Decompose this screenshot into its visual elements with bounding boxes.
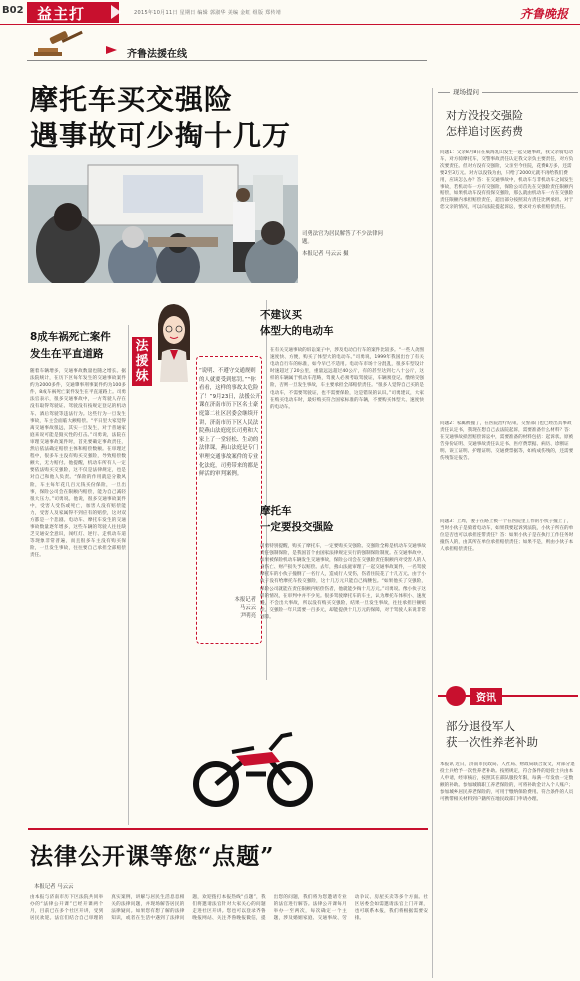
left-subhead2: 发生在平直道路 — [30, 348, 104, 360]
column-divider — [432, 88, 433, 978]
motorcycle-icon — [192, 722, 316, 814]
intro-text: “说明、不遵守交通规则的人就要受到惩罚。”“你看看，这样的事故太危险了！”9月23日，法援公开课在济南市历下区名士豪庭第二社区居委会继续开讲，济南市历下区人民法院燕山法庭庭长司勇和大家上了一堂轻松、生动的法律课，燕山法庭是专门审理交通事故案件的专业化法庭，司勇带来的都是鲜活的审判案例。 — [199, 368, 261, 478]
column-rule — [27, 60, 427, 61]
bottom-rule — [28, 828, 428, 830]
dateline: 2015年10月11日 星期日 编辑 郭淑华 美编 金虹 组版 郑传靖 — [134, 10, 282, 16]
photo-caption — [302, 230, 384, 258]
news-body: 本报讯 近日，济南市民政局、人社局、财政局联合发文，对部分退役士兵给予一次性养老补助。按照规定，符合条件的退役士兵由本人申请，经审核后，按照其在部队服役年限，每满一年发放一定数额的补助。参加城镇职工养老保险的，可将补助金计入个人账户；参加城乡居民养老保险的，可用于缴纳保险费用。符合条件的人员可携带相关材料到户籍所在地民政部门申请办理。 — [440, 762, 575, 802]
intro-credit2: 马云云 — [239, 605, 256, 611]
section-tab: 益主打 — [27, 2, 119, 23]
bottom-byline: 本报记者 马云云 — [34, 884, 74, 890]
newspaper-logo: 齐鲁晚报 — [520, 7, 569, 21]
q-title1: 对方没投交强险 — [446, 109, 523, 122]
intro-credit1: 本报记者 — [234, 597, 256, 603]
photo-credit: 本报记者 马云云 摄 — [302, 251, 349, 257]
info-dot-icon — [446, 686, 466, 706]
middle-subhead4: 一定要投交强险 — [260, 521, 334, 533]
headline-line2: 遇事故可少掏十几万 — [30, 119, 292, 152]
bottom-headline: 法律公开课等您“点题” — [30, 843, 275, 870]
right-section-label: 现场提问 — [450, 87, 482, 96]
left-subhead1: 8成车祸死亡案件 — [30, 331, 111, 343]
left-body: 随着车辆增多，交通事故数量也随之增长。据法院统计，在历下区每年发生的交通事故案件约为2000多件，交通肇事刑事案件约为100多件，8成车祸死亡案件发生在平直道路上。司勇法官表示，很多交通事故中，一方驾驶人存在没有取得驾驶证、驾驶没有按规定登记的机动车、酒后驾驶等违法行为。这些行为一旦发生事故，车主会面临大额赔偿。“平日里大家觉得离交通事故很远，其实一旦发生，对于普通家庭来说可能是毁灭性的打击。”司勇说，法院在审理交通事故案件时，首先要确定事故责任，然后依法确定赔偿主体和赔偿数额。在审理过程中，很多车主没有购买交强险，导致赔偿数额大，无力赔付。他提醒，机动车所有人一定要依法购买交强险，这不仅是法律规定，也是对自己和他人负责。“保险的作用就是分散风险，车主每年花几百元钱买份保险，一旦出事，保险公司会在限额内赔偿，能为自己减轻很大压力。”司勇说。他说，很多交通事故案件中，受害人受伤或死亡，加害人没有赔偿能力，受害人及家属得不到应有的赔偿，这对双方都是一个悲剧。电动车、摩托车发生的交通事故数量逐年增多，这些车辆的驾驶人往往缺乏交通安全意识，闯红灯、逆行、走机动车道等现象非常普遍，而且很多车主没有购买保险，一旦发生事故，往往要自己承担全部赔偿责任。 — [30, 369, 126, 559]
middle-subhead3: 摩托车 — [260, 505, 292, 517]
q2-body: 问题2：家属被撞了，在医院治疗结束，交警部门也已经出具事故责任认定书，我现在想自己去法院起诉，需要准备什么材料？答：在交通事故损害赔偿诉讼中，需要准备的材料包括：起诉状、原被告身份证明、交通事故责任认定书、医疗费票据、病历、诊断证明、误工证明、护理证明、交通费票据等，如构成伤残的，还需要伤残鉴定报告。 — [440, 421, 574, 461]
news-label: 资讯 — [470, 688, 502, 705]
photo-caption-text: 司勇法官为居民解答了不少法律问题。 — [302, 231, 383, 245]
middle-subhead1: 不建议买 — [260, 309, 302, 321]
column-badge: 法援妹 — [132, 337, 152, 386]
masthead-bar — [0, 0, 580, 24]
reporter-cartoon-icon — [150, 300, 196, 382]
intro-credit3: 尹明亮 — [239, 613, 256, 619]
top-rule — [0, 24, 580, 25]
middle-body1: 在有关交通事故的诉讼案子中，涉及电动自行车的案件比较多。“一些人贪图速度快、方便，购买了体型大的电动车。”司勇说，1999年我国出台了有关电动自行车的标准，如今早已不适用。电动车市场十分混乱，很多车型设计时速超过了20公里，重量远远超过40公斤，有的甚至达到七八十公斤，这样的车辆属于机动车范畴，驾驶人必须考取驾驶证，车辆须登记、缴纳交强险，否则一旦发生事故，车主要承担全部赔偿责任。“很多人觉得自己买的是电动车，不需要驾驶证，也不需要保险，这是错误的认识。”司勇建议，大家在购买电动车时，最好购买符合国家标准的车辆，不要购买体型大、速度快的电动车。 — [270, 348, 424, 410]
intro-credits — [204, 596, 256, 620]
lecture-photo — [28, 155, 298, 283]
column-divider — [128, 325, 129, 825]
gavel-icon — [30, 30, 90, 58]
bottom-body: 由本报与济南市历下区法院共同举办的“法律公开课”已经开课两个月，目前已在多个社区开讲，受到居民欢迎。法官们结合自己审理的真实案例，讲解与居民生活息息相关的法律问题，并现场解答居民的法律疑问。如果您有想了解的法律知识，或者在生活中遇到了法律问题，欢迎拨打本报热线“点题”，我们将邀请法官针对大家关心的问题走进社区开讲。您也可以登录齐鲁晚报网站、关注齐鲁晚报微信，提出您的问题，我们将为您邀请专业的法官进行解答。法律公开课每月举办一至两次，每次确定一个主题，涉及婚姻家庭、交通事故、劳动争议、房屋买卖等多个方面。社区居委会如需邀请法官上门开课，也可联系本报，我们将根据需要安排。 — [30, 895, 428, 922]
q1-body: 问题1：父亲8月8日在威海乳山发生一起交通事故，我父亲骑电动车，对方骑摩托车，交警事故责任认定我父亲负主要责任，对方负次要责任。但对方没有交强险，父亲至今住院，花费8万多，还需要2至3万元。对方以没钱为由，只给了2000元就不再给我们费用，应该怎么办？答：在交通事故中，机动车与非机动车之间发生事故，若机动车一方有交强险，保险公司首先在交强险责任限额内赔偿，如果机动车没有投保交强险，那么就由机动车一方在交强险责任限额内承担赔偿责任，超出部分按照双方责任比例承担。对于您父亲的情况，可以向法院提起诉讼，要求对方承担赔偿责任。 — [440, 150, 574, 211]
headline-line1: 摩托车买交强险 — [30, 83, 234, 116]
q-title2: 怎样追讨医药费 — [446, 125, 523, 138]
news-title1: 部分退役军人 — [446, 719, 515, 733]
page-number: B02 — [2, 5, 24, 16]
column-marker-icon — [106, 46, 117, 54]
middle-subhead2: 体型大的电动车 — [260, 325, 334, 337]
column-name: 齐鲁法援在线 — [127, 49, 187, 60]
middle-body2: 司勇特别提醒，购买了摩托车，一定要购买交强险。交强险全称是机动车交通事故责任强制保险，是我国首个由国家法律规定实行的强制保险制度。在交通事故中，如果被保险机动车辆发生交通事故，保险公司会在交强险责任限额内对受害人的人身伤亡、财产损失予以赔偿。去年，燕山法庭审理了一起交通事故案件，一名驾驶摩托车的小伙子撞倒了一名行人，造成行人受伤，伤者住院花了十几万元。由于小伙子没有给摩托车投交强险，这十几万元只能自己掏腰包。“如果他买了交强险，保险公司就能在责任限额内赔偿伤者，他就能少掏十几万元。”司勇说。像小伙子这样的情况，在审判中并不少见。很多驾驶摩托车的车主，认为摩托车体积小、速度慢，不会出大事故，所以没有购买交强险，结果一旦发生事故，往往承担巨额赔偿。交强险一年只需要一百多元，却能提供十几万元的保障，对于驾驶人来说非常划算。 — [260, 544, 426, 620]
q3-body: 问题3：上周，妻子在路上被一个在医院里工作的小伙子撞上了，当时小伙子是骑着电动车，如果我要起诉到法院，小伙子所在的单位是否也可以承担连带责任？答：如果小伙子是在执行工作任务时撞伤人的，由其所在单位承担赔偿责任；如果不是，则由小伙子本人承担赔偿责任。 — [440, 519, 574, 552]
news-title2: 获一次性养老补助 — [446, 735, 538, 749]
